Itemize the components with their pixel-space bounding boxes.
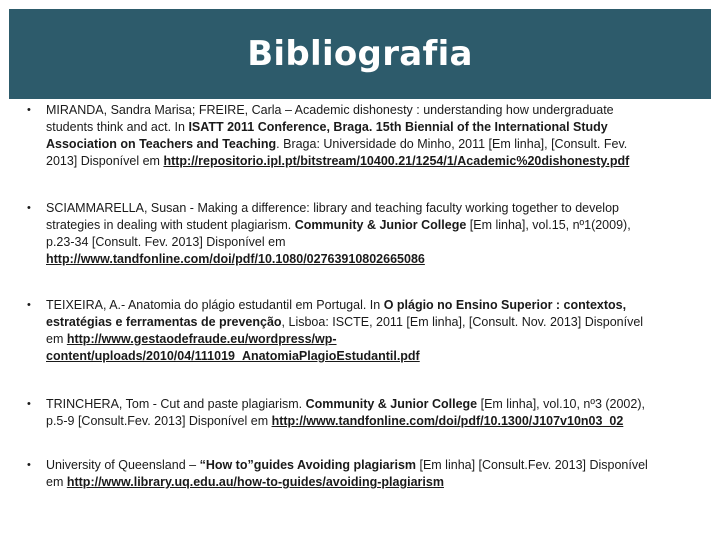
- list-item: [0, 200, 649, 268]
- ref-link[interactable]: http://www.tandfonline.com/doi/pdf/10.1080/02763910802665086: [46, 252, 425, 266]
- ref-text: Association on Teachers and Teaching. Braga: Universidade do Minho, 2011 [Em linha], [Consult. Fev.: [46, 137, 628, 151]
- ref-text: University of Queensland – “How to”guides Avoiding plagiarism [Em linha] [Consult.Fev. 2013] Disponível: [46, 458, 648, 472]
- ref-text: [46, 348, 643, 365]
- list-item: [0, 396, 663, 430]
- ref-link[interactable]: http://www.tandfonline.com/doi/pdf/10.1300/J107v10n03_02: [271, 414, 624, 428]
- ref-text: MIRANDA, Sandra Marisa; FREIRE, Carla – Academic dishonesty : understanding how undergraduate: [46, 103, 614, 117]
- ref-text: em http://www.library.uq.edu.au/how-to-guides/avoiding-plagiarism: [46, 475, 444, 489]
- ref-text: SCIAMMARELLA, Susan - Making a difference: library and teaching faculty working together to develop: [46, 201, 619, 215]
- ref-text: 2013] Disponível em http://repositorio.ipl.pt/bitstream/10400.21/1254/1/Academic%20dishonesty.pdf: [46, 154, 630, 168]
- ref-text: em http://www.gestaodefraude.eu/wordpress/wp-: [46, 332, 337, 346]
- ref-text: TEIXEIRA, A.- Anatomia do plágio estudantil em Portugal. In O plágio no Ensino Superior : contextos,: [46, 298, 627, 312]
- ref-text: p.23-34 [Consult. Fev. 2013] Disponível em: [46, 235, 286, 249]
- ref-link[interactable]: http://repositorio.ipl.pt/bitstream/10400.21/1254/1/Academic%20dishonesty.pdf: [163, 154, 630, 168]
- list-item: [0, 297, 661, 365]
- ref-link[interactable]: http://www.gestaodefraude.eu/wordpress/wp-: [66, 332, 337, 346]
- ref-text: [46, 251, 631, 268]
- ref-text: strategies in dealing with student plagiarism. Community & Junior College [Em linha], vol.15, nº1(2009),: [46, 218, 631, 232]
- title-banner: [9, 9, 711, 99]
- bullet: •: [27, 202, 31, 214]
- bullet: •: [27, 299, 31, 311]
- ref-link[interactable]: content/uploads/2010/04/111019_AnatomiaPlagioEstudantil.pdf: [46, 349, 420, 363]
- bullet: •: [27, 104, 31, 116]
- bullet: •: [27, 398, 31, 410]
- ref-text: students think and act. In ISATT 2011 Conference, Braga. 15th Biennial of the International Study: [46, 120, 608, 134]
- ref-text: p.5-9 [Consult.Fev. 2013] Disponível em http://www.tandfonline.com/doi/pdf/10.1300/J107v10n03_02: [46, 414, 624, 428]
- bullet: •: [27, 459, 31, 471]
- list-item: [0, 457, 666, 491]
- ref-text: estratégias e ferramentas de prevenção, Lisboa: ISCTE, 2011 [Em linha], [Consult. Nov. 2013] Disponível: [46, 315, 644, 329]
- page-title: Bibliografia: [247, 34, 473, 74]
- list-item: [0, 102, 647, 170]
- ref-text: TRINCHERA, Tom - Cut and paste plagiarism. Community & Junior College [Em linha], vol.10, nº3 (2002),: [46, 397, 645, 411]
- ref-link[interactable]: http://www.library.uq.edu.au/how-to-guides/avoiding-plagiarism: [66, 475, 444, 489]
